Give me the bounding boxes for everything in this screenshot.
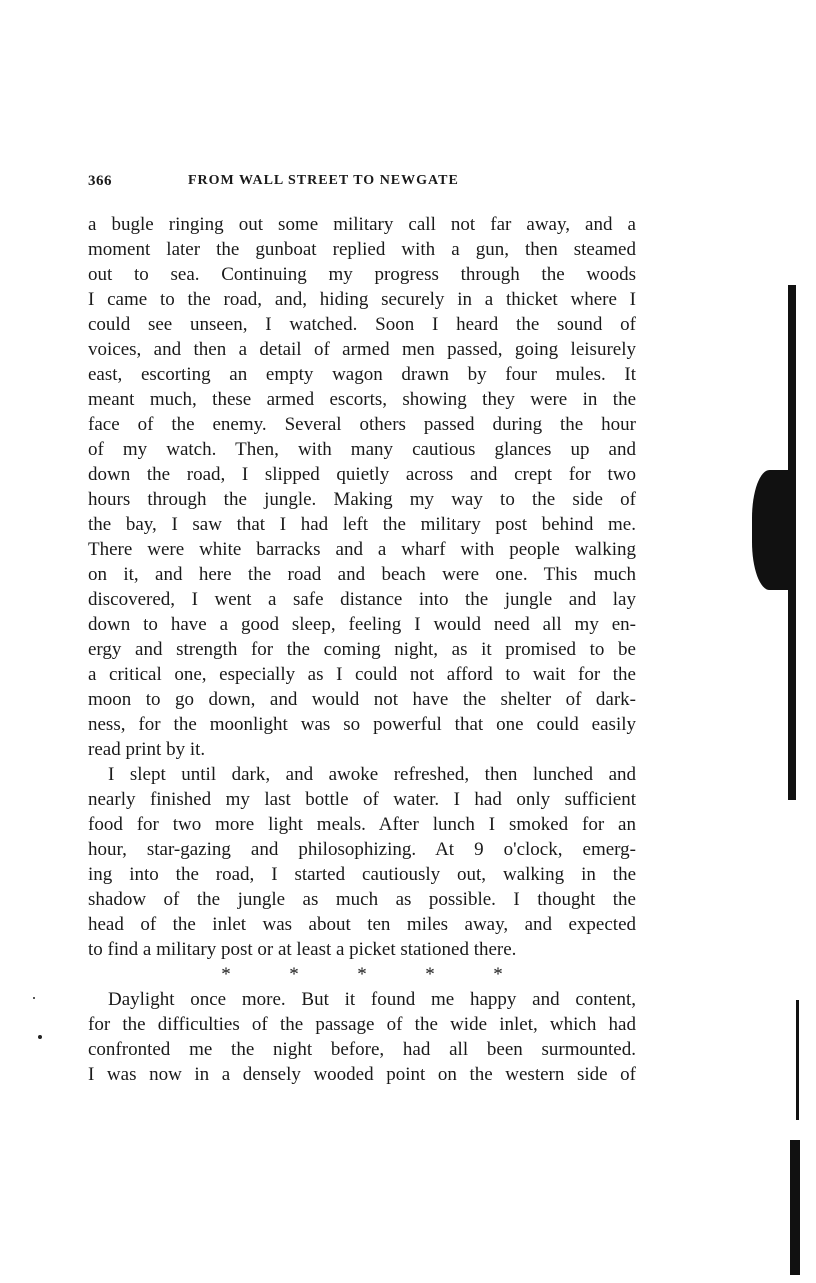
text-line: ing into the road, I started cautiously out, walking in the [88,864,636,885]
body-text [88,212,636,962]
text-line: face of the enemy. Several others passed during the hour [88,414,636,435]
scan-speck [38,1035,42,1039]
text-line: food for two more light meals. After lunch I smoked for an [88,814,636,835]
text-line: a bugle ringing out some military call not far away, and a [88,214,636,235]
paragraph-3 [88,987,636,1087]
scan-edge-mark [752,470,796,590]
text-line: Daylight once more. But it found me happy and content, [108,989,636,1010]
section-break-asterisk: * [221,964,231,985]
text-line: read print by it. [88,739,206,760]
text-line: east, escorting an empty wagon drawn by four mules. It [88,364,636,385]
text-line: hours through the jungle. Making my way to the side of [88,489,636,510]
text-line: out to sea. Continuing my progress through the woods [88,264,636,285]
text-line: There were white barracks and a wharf with people walking [88,539,636,560]
page-number: 366 [88,173,112,189]
text-line: voices, and then a detail of armed men passed, going leisurely [88,339,636,360]
text-line: confronted me the night before, had all been surmounted. [88,1039,636,1060]
scan-edge-mark [796,1000,799,1120]
text-line: hour, star-gazing and philosophizing. At 9 o'clock, emerg- [88,839,636,860]
page-header [88,173,636,195]
text-line: ergy and strength for the coming night, as it promised to be [88,639,636,660]
section-break-asterisk: * [289,964,299,985]
section-break-asterisk: * [493,964,503,985]
section-break-asterisk: * [357,964,367,985]
text-line: to find a military post or at least a picket stationed there. [88,939,517,960]
text-line: moment later the gunboat replied with a gun, then steamed [88,239,636,260]
text-line: discovered, I went a safe distance into the jungle and lay [88,589,636,610]
section-break [88,962,636,987]
text-line: the bay, I saw that I had left the military post behind me. [88,514,636,535]
text-line: down to have a good sleep, feeling I would need all my en- [88,614,636,635]
text-line: could see unseen, I watched. Soon I heard the sound of [88,314,636,335]
section-break-asterisk: * [425,964,435,985]
text-line: for the difficulties of the passage of the wide inlet, which had [88,1014,636,1035]
scan-speck [33,997,35,999]
text-line: I was now in a densely wooded point on the western side of [88,1064,636,1085]
text-line: of my watch. Then, with many cautious glances up and [88,439,636,460]
text-line: I came to the road, and, hiding securely in a thicket where I [88,289,636,310]
text-line: down the road, I slipped quietly across and crept for two [88,464,636,485]
text-line: ness, for the moonlight was so powerful that one could easily [88,714,636,735]
text-line: shadow of the jungle as much as possible. I thought the [88,889,636,910]
text-line: on it, and here the road and beach were one. This much [88,564,636,585]
paragraph-1 [88,212,636,762]
paragraph-2 [88,762,636,962]
text-line: moon to go down, and would not have the shelter of dark- [88,689,636,710]
text-line: meant much, these armed escorts, showing they were in the [88,389,636,410]
text-line: head of the inlet was about ten miles away, and expected [88,914,636,935]
text-line: nearly finished my last bottle of water. I had only sufficient [88,789,636,810]
scan-edge-mark [790,1140,800,1275]
body-text-continued [88,987,636,1087]
running-title: FROM WALL STREET TO NEWGATE [188,173,459,188]
text-line: a critical one, especially as I could not afford to wait for the [88,664,636,685]
text-line: I slept until dark, and awoke refreshed, then lunched and [108,764,636,785]
